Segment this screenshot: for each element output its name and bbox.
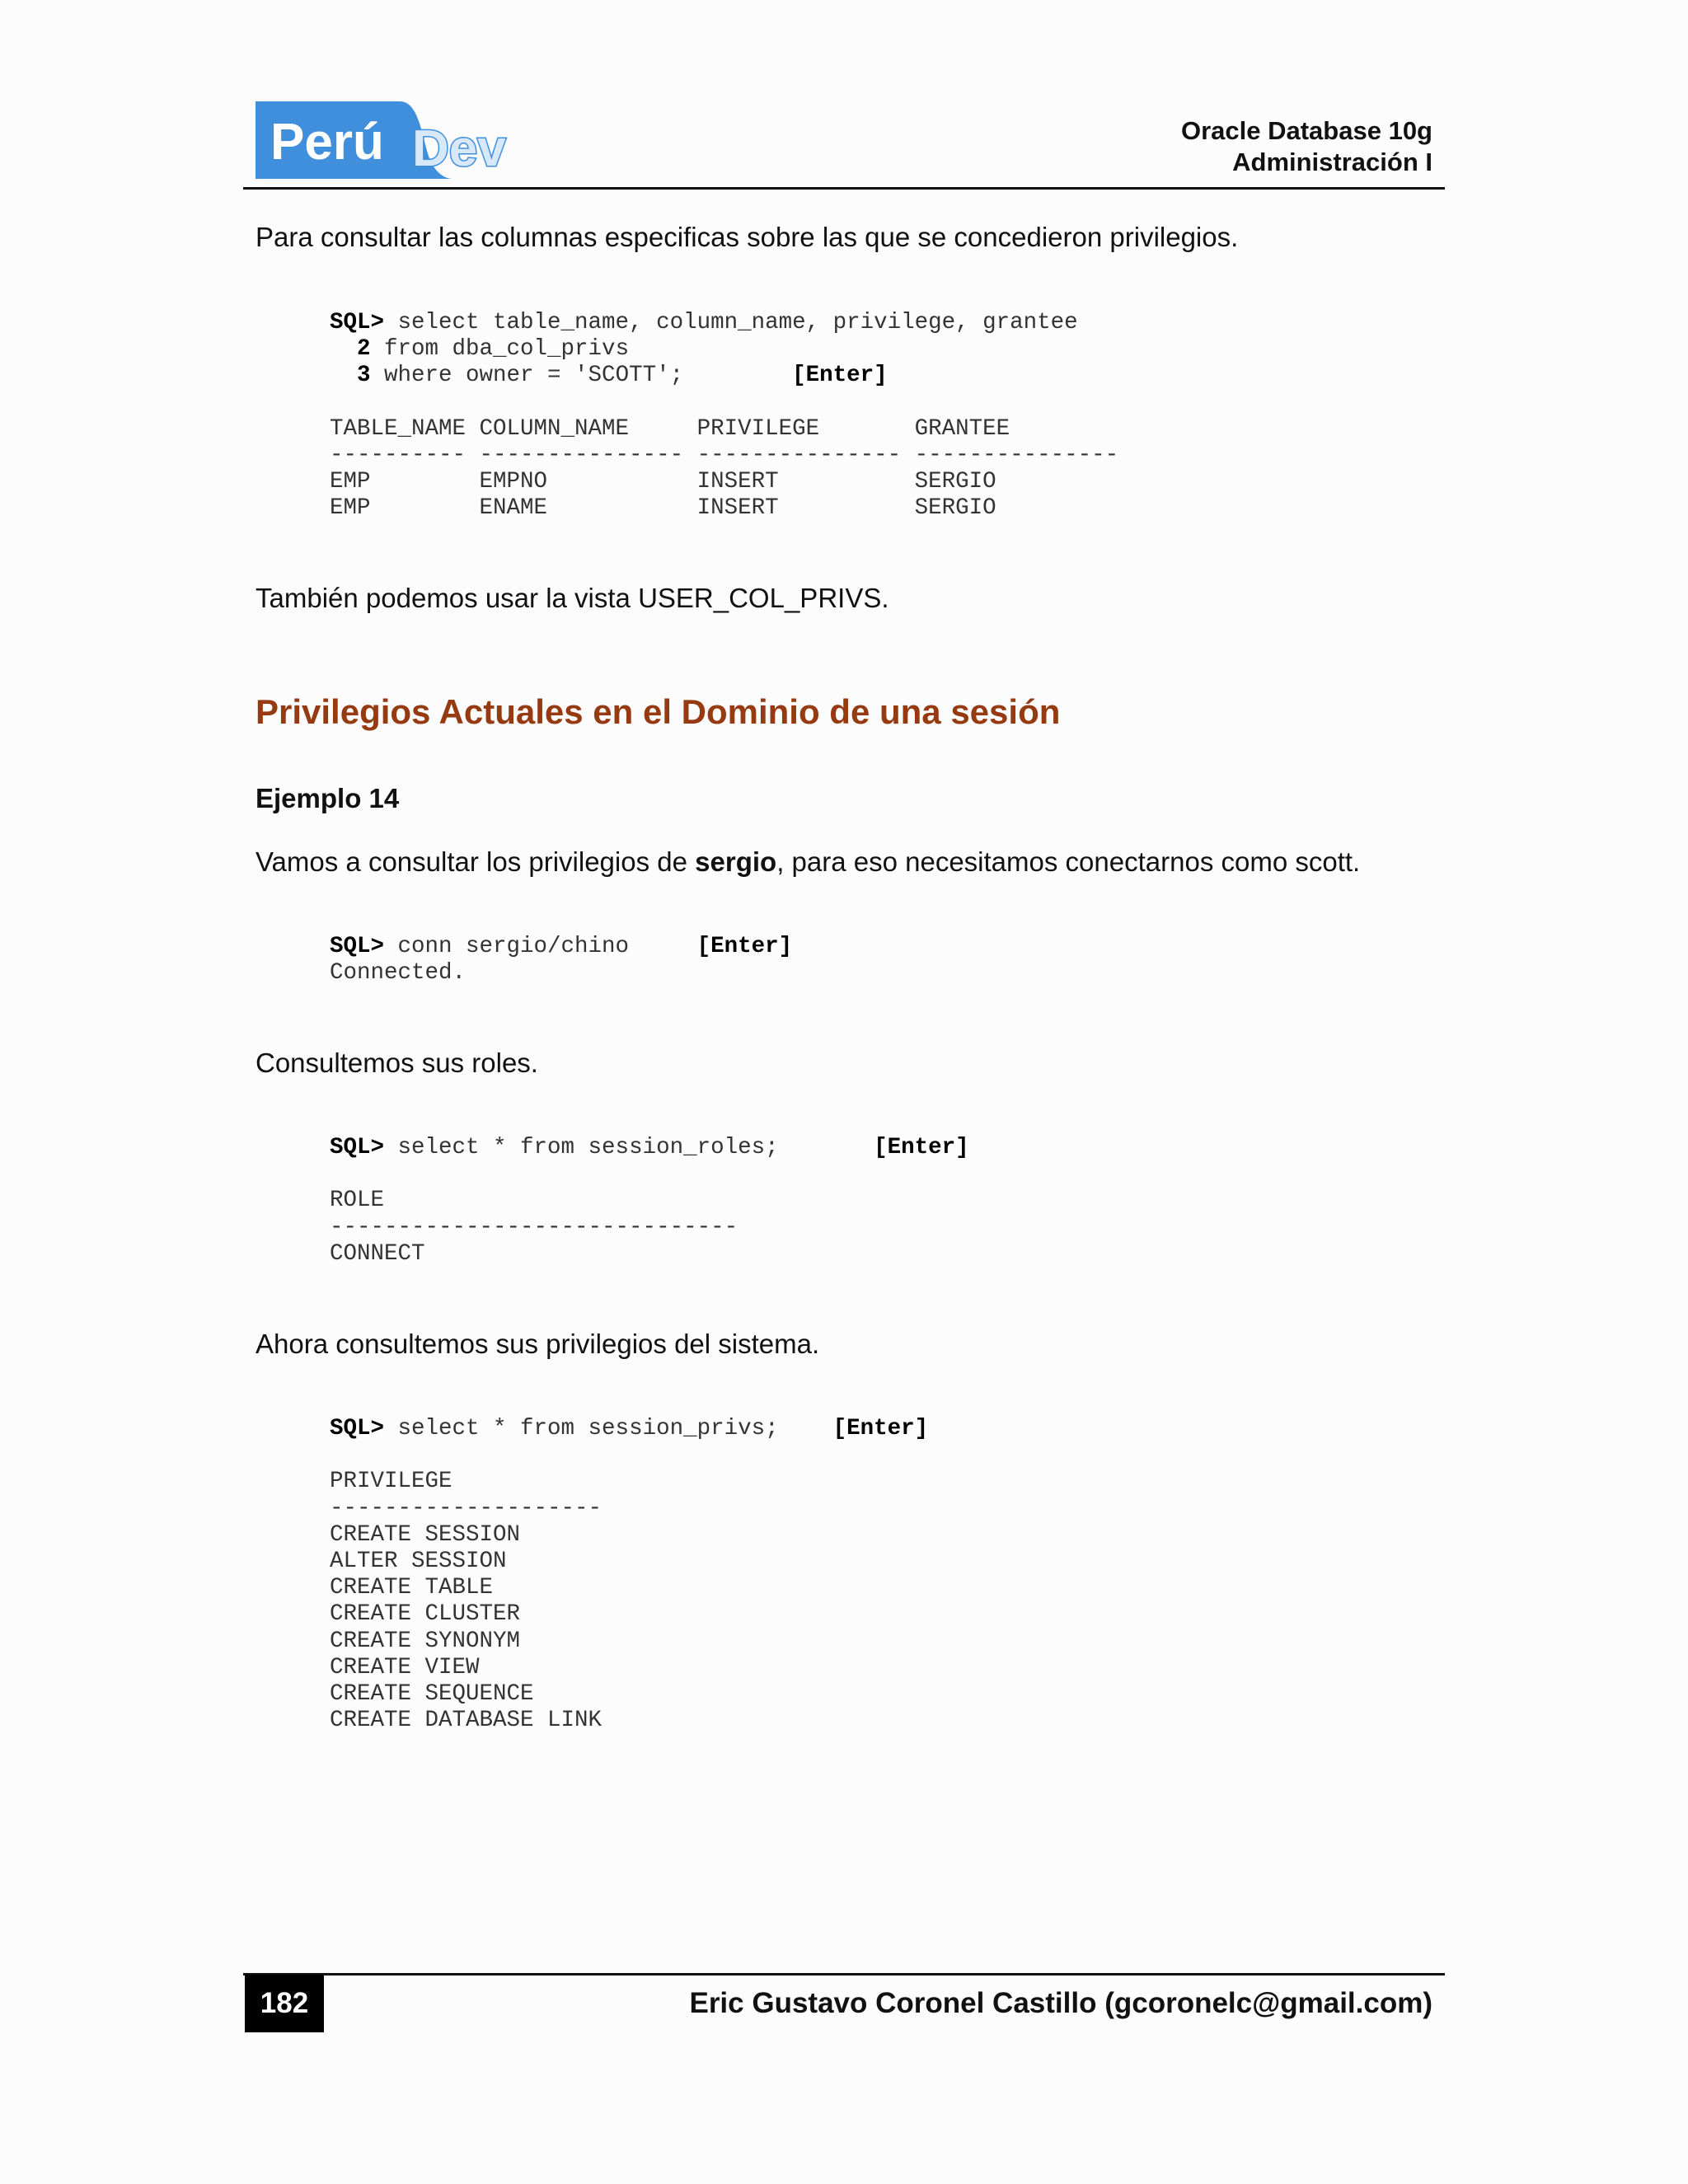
footer-divider (243, 1973, 1445, 1975)
enter-key-label: [Enter] (792, 363, 888, 389)
peru-dev-logo (256, 101, 523, 179)
footer-author: Eric Gustavo Coronel Castillo (gcoronelc@gmail.com) (689, 1987, 1432, 2019)
privilege-row: CREATE TABLE (330, 1575, 494, 1601)
page-number: 182 (245, 1975, 324, 2032)
code-block-connect: SQL> conn sergio/chino [Enter] Connected. (330, 934, 793, 987)
privilege-row: ALTER SESSION (330, 1549, 507, 1575)
role-row: CONNECT (330, 1240, 425, 1267)
header-title-line-2: Administración I (1232, 148, 1432, 176)
privilege-column-header: PRIVILEGE (330, 1469, 452, 1495)
result-row: EMP ENAME INSERT SERGIO (330, 495, 996, 522)
code-block-col-privs: SQL> select table_name, column_name, privilege, grantee 2 from dba_col_privs 3 where owner = 'SCOTT'; [Enter] TABLE_NAME COLUMN_NAME PRIVILEGE GRANTEE ---------- --------------- --------------- --------------- EMP EMPNO INSERT SERGIO EMP ENAME INSERT SERGIO (330, 310, 1119, 522)
privilege-row: CREATE SESSION (330, 1521, 521, 1548)
system-privs-paragraph: Ahora consultemos sus privilegios del sistema. (256, 1329, 820, 1359)
example-paragraph: Vamos a consultar los privilegios de sergio, para eso necesitamos conectarnos como scott. (256, 846, 1361, 877)
result-header-row: TABLE_NAME COLUMN_NAME PRIVILEGE GRANTEE (330, 415, 1010, 442)
logo-text-dev: Dev (412, 120, 506, 177)
role-column-header: ROLE (330, 1188, 385, 1214)
header-divider (243, 187, 1445, 190)
example-label: Ejemplo 14 (256, 783, 400, 813)
sql-prompt: SQL> (330, 1416, 385, 1441)
role-divider: ------------------------------ (330, 1214, 738, 1240)
section-heading: Privilegios Actuales en el Dominio de una sesión (256, 692, 1061, 731)
sql-prompt: SQL> (330, 310, 385, 335)
result-row: EMP EMPNO INSERT SERGIO (330, 469, 996, 495)
code-block-session-roles: SQL> select * from session_roles; [Enter] ROLE ------------------------------ CONNECT (330, 1135, 969, 1267)
privilege-row: CREATE SEQUENCE (330, 1681, 534, 1708)
enter-key-label: [Enter] (696, 934, 793, 959)
user-col-privs-paragraph: También podemos usar la vista USER_COL_PRIVS. (256, 583, 889, 613)
result-divider-row: ---------- --------------- --------------- --------------- (330, 443, 1119, 469)
header-title-line-1: Oracle Database 10g (1180, 116, 1432, 145)
sql-prompt: SQL> (330, 934, 385, 959)
sql-prompt: SQL> (330, 1135, 385, 1160)
privilege-row: CREATE SYNONYM (330, 1628, 521, 1654)
privilege-row: CREATE CLUSTER (330, 1601, 521, 1628)
privilege-row: CREATE VIEW (330, 1654, 480, 1680)
document-header-title (1181, 115, 1432, 178)
intro-paragraph: Para consultar las columnas especificas sobre las que se concedieron privilegios. (256, 222, 1239, 252)
privilege-divider: -------------------- (330, 1495, 603, 1521)
code-block-session-privs: SQL> select * from session_privs; [Enter] PRIVILEGE -------------------- CREATE SESSION ALTER SESSION CREATE TABLE CREATE CLUSTER CREATE SYNONYM CREATE VIEW CREATE SEQUENCE CREATE DATABASE LINK (330, 1416, 929, 1734)
enter-key-label: [Enter] (832, 1416, 929, 1441)
logo-text-peru: Perú (270, 114, 384, 171)
roles-paragraph: Consultemos sus roles. (256, 1047, 538, 1078)
privilege-row: CREATE DATABASE LINK (330, 1708, 603, 1734)
enter-key-label: [Enter] (874, 1135, 969, 1160)
connect-output: Connected. (330, 960, 467, 987)
